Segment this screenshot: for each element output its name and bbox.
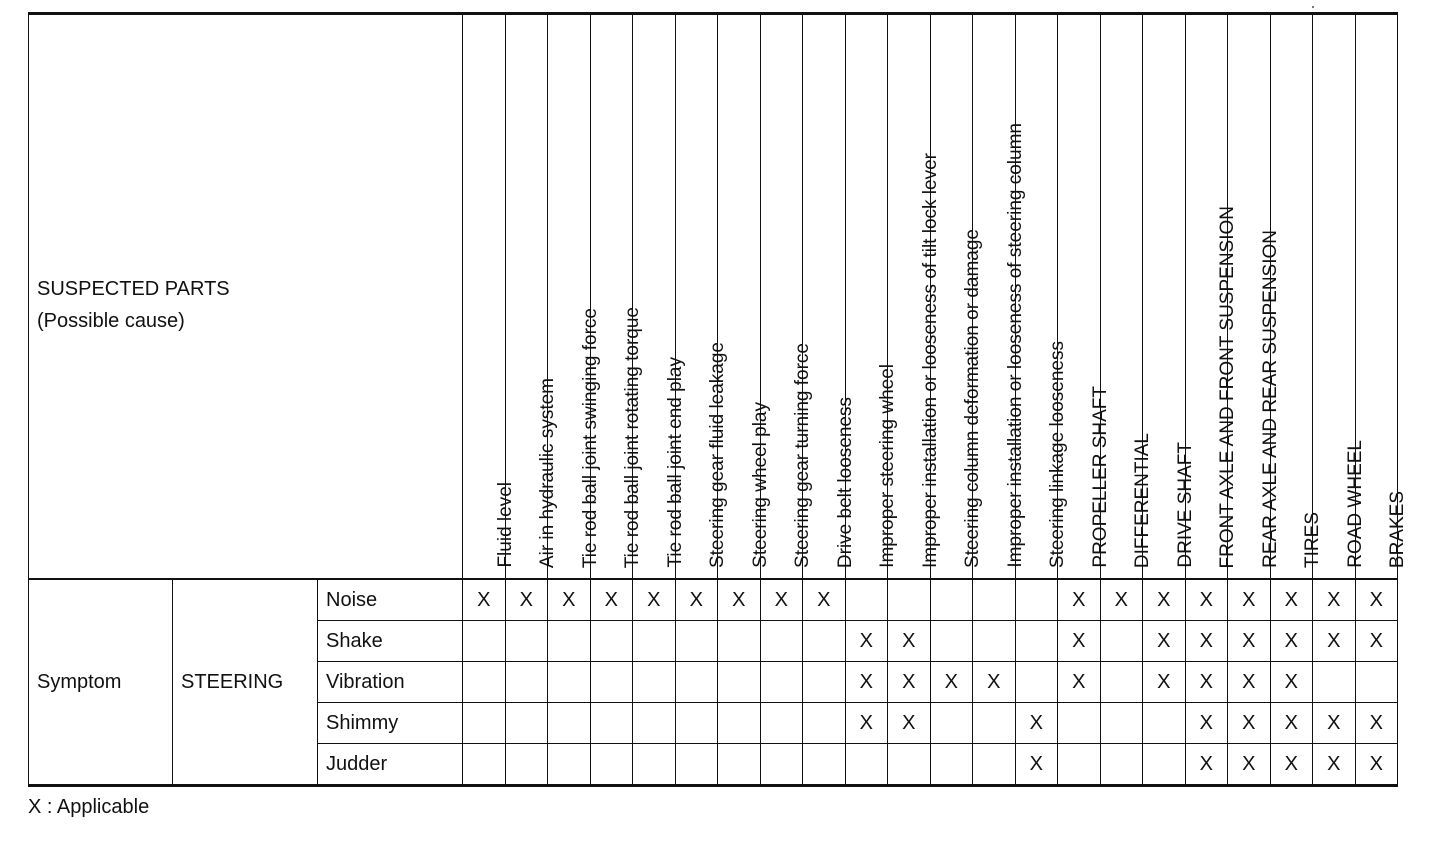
column-header-label: Steering gear fluid leakage xyxy=(707,341,729,568)
suspected-parts-table xyxy=(28,12,1409,787)
applicability-mark xyxy=(930,621,973,662)
applicability-mark xyxy=(1058,703,1101,744)
applicability-mark: X xyxy=(1355,579,1398,621)
header-row xyxy=(29,14,1398,580)
applicability-mark xyxy=(973,703,1016,744)
applicability-mark xyxy=(463,662,506,703)
applicability-mark xyxy=(1100,744,1143,786)
applicability-mark: X xyxy=(1058,621,1101,662)
applicability-mark xyxy=(1100,662,1143,703)
applicability-mark xyxy=(1355,662,1398,703)
applicability-mark: X xyxy=(1355,744,1398,786)
applicability-mark: X xyxy=(1143,579,1186,621)
applicability-mark: X xyxy=(803,579,846,621)
column-header xyxy=(1185,14,1239,580)
applicability-mark: X xyxy=(1228,662,1271,703)
applicability-mark xyxy=(633,621,676,662)
column-header-label: Drive belt looseness xyxy=(834,396,856,568)
applicability-mark xyxy=(505,621,548,662)
applicability-mark xyxy=(1100,703,1143,744)
column-header-label: REAR AXLE AND REAR SUSPENSION xyxy=(1259,230,1281,568)
column-header-label: DIFFERENTIAL xyxy=(1132,432,1154,568)
applicability-mark: X xyxy=(1270,579,1313,621)
column-header-label: Steering gear turning force xyxy=(792,343,814,568)
stray-mark xyxy=(1312,6,1314,8)
applicability-mark: X xyxy=(548,579,591,621)
applicability-mark xyxy=(760,662,803,703)
applicability-mark: X xyxy=(1228,744,1271,786)
column-header-label: Improper installation or looseness of tilt lock lever xyxy=(919,152,941,568)
applicability-mark xyxy=(930,703,973,744)
applicability-mark: X xyxy=(888,662,931,703)
applicability-mark xyxy=(505,662,548,703)
column-header xyxy=(718,14,771,580)
column-header xyxy=(1100,14,1154,580)
applicability-mark: X xyxy=(1313,579,1356,621)
applicability-mark xyxy=(718,621,761,662)
column-header xyxy=(548,14,601,580)
applicability-mark: X xyxy=(1143,662,1186,703)
column-header xyxy=(1355,14,1409,580)
column-header-label: TIRES xyxy=(1302,512,1324,568)
column-header-label: Tie rod ball joint rotating torque xyxy=(622,306,644,568)
applicability-mark: X xyxy=(1270,621,1313,662)
applicability-mark xyxy=(675,703,718,744)
applicability-mark: X xyxy=(1270,662,1313,703)
applicability-mark xyxy=(1015,662,1058,703)
applicability-mark: X xyxy=(1015,703,1058,744)
column-header xyxy=(633,14,686,580)
applicability-mark: X xyxy=(505,579,548,621)
column-header xyxy=(930,14,984,580)
applicability-mark: X xyxy=(845,703,888,744)
applicability-mark xyxy=(973,579,1016,621)
applicability-mark: X xyxy=(930,662,973,703)
applicability-mark xyxy=(505,703,548,744)
applicability-mark: X xyxy=(1185,703,1228,744)
table-row xyxy=(29,579,1398,621)
applicability-mark xyxy=(548,621,591,662)
applicability-mark xyxy=(590,662,633,703)
column-header xyxy=(1270,14,1324,580)
applicability-mark: X xyxy=(1185,621,1228,662)
column-header xyxy=(1015,14,1069,580)
applicability-mark: X xyxy=(675,579,718,621)
applicability-mark xyxy=(718,703,761,744)
applicability-mark: X xyxy=(633,579,676,621)
applicability-mark xyxy=(718,662,761,703)
applicability-mark xyxy=(548,662,591,703)
symptom-cell: Shake xyxy=(318,621,463,662)
applicability-mark xyxy=(590,621,633,662)
column-header-label: BRAKES xyxy=(1387,490,1409,568)
column-header-label: PROPELLER SHAFT xyxy=(1089,386,1111,568)
column-header xyxy=(973,14,1026,580)
applicability-mark xyxy=(675,662,718,703)
column-header-label: DRIVE SHAFT xyxy=(1174,442,1196,568)
applicability-mark xyxy=(803,621,846,662)
column-header-label: Tie rod ball joint end play xyxy=(664,357,686,568)
applicability-mark xyxy=(1015,579,1058,621)
applicability-mark: X xyxy=(760,579,803,621)
applicability-mark xyxy=(1143,703,1186,744)
applicability-mark xyxy=(548,703,591,744)
applicability-mark xyxy=(548,744,591,786)
applicability-mark xyxy=(1015,621,1058,662)
column-header xyxy=(1143,14,1196,580)
column-header xyxy=(803,14,856,580)
applicability-mark xyxy=(803,703,846,744)
applicability-mark: X xyxy=(845,621,888,662)
applicability-mark xyxy=(888,579,931,621)
column-header xyxy=(463,14,516,580)
applicability-mark xyxy=(845,744,888,786)
applicability-mark xyxy=(803,744,846,786)
applicability-mark: X xyxy=(1355,703,1398,744)
applicability-mark: X xyxy=(845,662,888,703)
column-header xyxy=(505,14,559,580)
column-header xyxy=(590,14,644,580)
applicability-mark xyxy=(463,703,506,744)
applicability-mark: X xyxy=(1185,662,1228,703)
column-header-label: Air in hydraulic system xyxy=(537,377,559,568)
applicability-mark xyxy=(590,703,633,744)
applicability-mark: X xyxy=(1270,744,1313,786)
applicability-mark xyxy=(1100,621,1143,662)
applicability-mark: X xyxy=(1228,703,1271,744)
column-header-label: Improper installation or looseness of steering column xyxy=(1004,123,1026,568)
suspected-parts-heading xyxy=(29,14,463,580)
applicability-mark xyxy=(930,744,973,786)
applicability-mark xyxy=(718,744,761,786)
applicability-mark: X xyxy=(888,621,931,662)
applicability-mark xyxy=(760,621,803,662)
symptom-cell: Noise xyxy=(318,579,463,621)
applicability-mark: X xyxy=(1313,621,1356,662)
applicability-mark: X xyxy=(1313,744,1356,786)
applicability-mark xyxy=(675,744,718,786)
heading-line-2: (Possible cause) xyxy=(37,310,185,332)
applicability-mark: X xyxy=(888,703,931,744)
applicability-mark: X xyxy=(1143,621,1186,662)
applicability-mark: X xyxy=(1100,579,1143,621)
applicability-mark: X xyxy=(463,579,506,621)
column-header-label: ROAD WHEEL xyxy=(1344,440,1366,568)
applicability-mark xyxy=(505,744,548,786)
applicability-mark xyxy=(930,579,973,621)
symptom-cell: Shimmy xyxy=(318,703,463,744)
applicability-mark: X xyxy=(718,579,761,621)
applicability-mark: X xyxy=(1228,579,1271,621)
legend-note: X : Applicable xyxy=(28,796,150,818)
column-header xyxy=(760,14,814,580)
applicability-mark: X xyxy=(1228,621,1271,662)
column-header xyxy=(1228,14,1281,580)
applicability-mark xyxy=(760,744,803,786)
applicability-mark xyxy=(590,744,633,786)
applicability-mark xyxy=(633,703,676,744)
applicability-mark xyxy=(463,621,506,662)
symptom-cell: Judder xyxy=(318,744,463,786)
applicability-mark xyxy=(1143,744,1186,786)
column-header-label: Fluid level xyxy=(494,482,516,568)
applicability-mark xyxy=(633,662,676,703)
column-header xyxy=(845,14,899,580)
applicability-mark xyxy=(973,621,1016,662)
applicability-mark xyxy=(845,579,888,621)
applicability-mark xyxy=(675,621,718,662)
symptom-cell: Vibration xyxy=(318,662,463,703)
applicability-mark: X xyxy=(1015,744,1058,786)
column-header-label: Steering wheel play xyxy=(749,402,771,568)
applicability-mark xyxy=(1313,662,1356,703)
applicability-mark xyxy=(760,703,803,744)
applicability-mark xyxy=(888,744,931,786)
column-header-label: Improper steering wheel xyxy=(877,364,899,568)
column-header-label: Steering linkage looseness xyxy=(1047,340,1069,568)
applicability-mark: X xyxy=(973,662,1016,703)
system-cell: STEERING xyxy=(173,579,318,786)
applicability-mark xyxy=(973,744,1016,786)
applicability-mark: X xyxy=(1058,662,1101,703)
applicability-mark: X xyxy=(1058,579,1101,621)
applicability-mark: X xyxy=(1185,579,1228,621)
applicability-mark xyxy=(803,662,846,703)
category-cell: Symptom xyxy=(29,579,173,786)
applicability-mark: X xyxy=(590,579,633,621)
applicability-mark xyxy=(1058,744,1101,786)
applicability-mark: X xyxy=(1313,703,1356,744)
applicability-mark xyxy=(633,744,676,786)
column-header xyxy=(1313,14,1366,580)
applicability-mark: X xyxy=(1270,703,1313,744)
column-header xyxy=(675,14,729,580)
column-header-label: FRONT AXLE AND FRONT SUSPENSION xyxy=(1217,205,1239,568)
heading-line-1: SUSPECTED PARTS xyxy=(37,278,230,300)
column-header-label: Tie rod ball joint swinging force xyxy=(579,307,601,568)
applicability-mark xyxy=(463,744,506,786)
column-header xyxy=(1058,14,1111,580)
column-header-label: Steering column deformation or damage xyxy=(962,228,984,568)
applicability-mark: X xyxy=(1355,621,1398,662)
column-header xyxy=(888,14,941,580)
applicability-mark: X xyxy=(1185,744,1228,786)
